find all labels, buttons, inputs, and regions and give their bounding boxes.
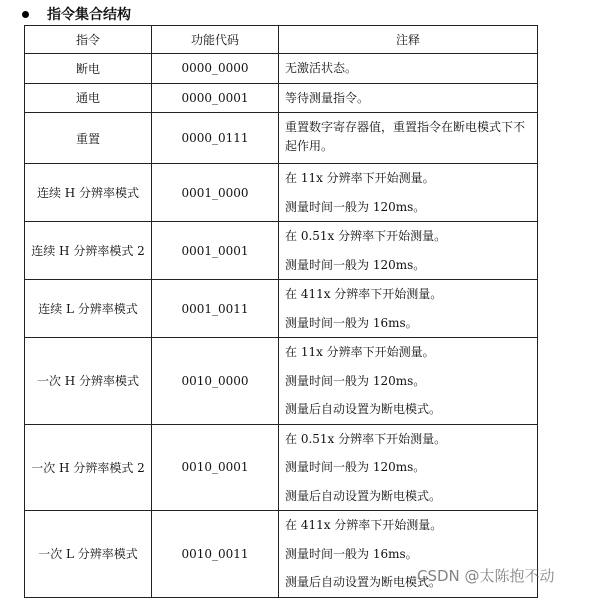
cell-command: 通电 — [25, 83, 152, 113]
cell-code: 0010_0000 — [152, 338, 279, 425]
command-table — [24, 25, 538, 598]
note-line: 测量时间一般为 120ms。 — [285, 199, 426, 214]
table-row — [25, 424, 538, 511]
cell-code: 0010_0001 — [152, 424, 279, 511]
header-code: 功能代码 — [152, 26, 279, 54]
cell-command: 一次 H 分辨率模式 — [25, 338, 152, 425]
note-line: 在 411x 分辨率下开始测量。 — [285, 518, 443, 532]
note-line: 重置数字寄存器值，重置指令在断电模式下不起作用。 — [285, 120, 526, 153]
note-line: 测量后自动设置为断电模式。 — [285, 402, 442, 416]
note-line: 测量时间一般为 120ms。 — [285, 257, 426, 272]
cell-command: 一次 L 分辨率模式 — [25, 511, 152, 598]
cell-command: 连续 H 分辨率模式 2 — [25, 222, 152, 280]
table-row — [25, 164, 538, 222]
section-heading — [0, 3, 131, 25]
cell-code: 0010_0011 — [152, 511, 279, 598]
note-line: 等待测量指令。 — [285, 90, 370, 105]
cell-notes — [279, 83, 538, 113]
table-header-row — [25, 26, 538, 54]
note-line: 在 0.51x 分辨率下开始测量。 — [285, 229, 447, 243]
cell-command: 连续 L 分辨率模式 — [25, 280, 152, 338]
cell-command: 一次 H 分辨率模式 2 — [25, 424, 152, 511]
note-line: 测量后自动设置为断电模式。 — [285, 575, 442, 589]
note-line: 在 11x 分辨率下开始测量。 — [285, 345, 435, 359]
note-line: 测量时间一般为 16ms。 — [285, 546, 418, 561]
table-row — [25, 54, 538, 84]
note-line: 在 411x 分辨率下开始测量。 — [285, 287, 443, 301]
cell-command: 重置 — [25, 113, 152, 164]
header-command: 指令 — [25, 26, 152, 54]
cell-notes — [279, 338, 538, 425]
table-row — [25, 222, 538, 280]
cell-command: 连续 H 分辨率模式 — [25, 164, 152, 222]
note-line: 在 11x 分辨率下开始测量。 — [285, 171, 435, 185]
cell-code: 0001_0000 — [152, 164, 279, 222]
table-row — [25, 113, 538, 164]
cell-notes — [279, 424, 538, 511]
header-notes: 注释 — [279, 26, 538, 54]
cell-code: 0001_0001 — [152, 222, 279, 280]
bullet-icon — [22, 11, 29, 18]
note-line: 测量时间一般为 16ms。 — [285, 315, 418, 330]
table-row — [25, 280, 538, 338]
table-row — [25, 338, 538, 425]
cell-notes — [279, 113, 538, 164]
note-line: 测量时间一般为 120ms。 — [285, 460, 426, 474]
note-line: 测量时间一般为 120ms。 — [285, 373, 426, 388]
cell-notes — [279, 164, 538, 222]
cell-notes — [279, 280, 538, 338]
cell-code: 0000_0111 — [152, 113, 279, 164]
cell-command: 断电 — [25, 54, 152, 84]
watermark: CSDN @太陈抱不动 — [417, 567, 555, 585]
cell-code: 0000_0001 — [152, 83, 279, 113]
cell-code: 0000_0000 — [152, 54, 279, 84]
section-title: 指令集合结构 — [47, 7, 131, 23]
note-line: 在 0.51x 分辨率下开始测量。 — [285, 431, 447, 446]
note-line: 测量后自动设置为断电模式。 — [285, 488, 442, 503]
cell-notes — [279, 222, 538, 280]
table-row — [25, 83, 538, 113]
cell-code: 0001_0011 — [152, 280, 279, 338]
note-line: 无激活状态。 — [285, 61, 358, 75]
cell-notes — [279, 54, 538, 84]
